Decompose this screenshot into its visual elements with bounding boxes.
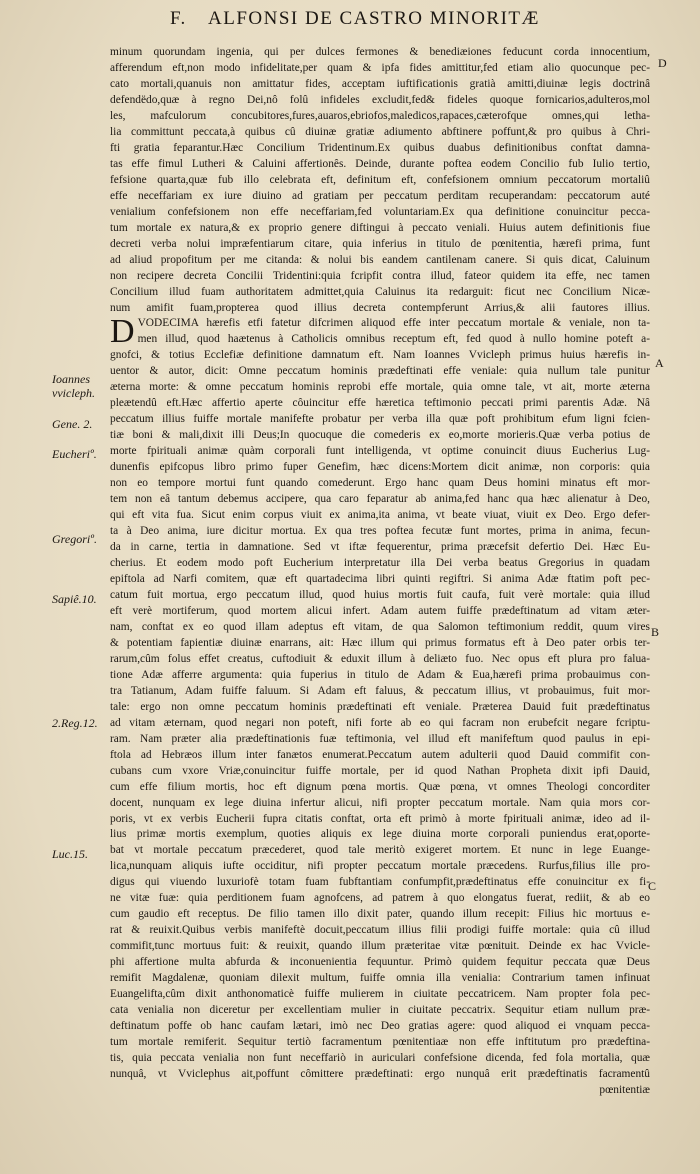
margin-reference: Gregoriº. [52,532,97,546]
page-label: F. [170,8,187,29]
text-line: ta à Deo anima, iure dicitur mortua. Ex qua tres poftea fecutæ funt mortes, prima in anima, fecun- [110,525,650,538]
text-line: cum gaudio eft receptus. De filio tamen illo dixit pater, quando illum recepit: Filius hic mortuus e- [110,908,650,921]
text-line: digus qui viuendo luxuriofè totam fuam fubftantiam confumpfit,prædeftinatus effe conuincitur ex fi- [110,876,650,889]
text-line: dunenfis epifcopus libro primo fuper Genefim, hæc dicens:Mortem dicit animæ, non corporis: quia [110,461,650,474]
margin-reference: Luc.15. [52,847,88,861]
text-line: commifit,tunc mortuus fuit: & reuixit, quando illum præteritae vitæ pœnituit. Deinde ex hac Vvicle- [110,940,650,953]
text-line: ad vitam æternam, quod negari non poteft, nifi forte ab eo qui facram non erubefcit negare fcriptu- [110,716,650,729]
text-line: uentor & autor, dicit: Omne peccatum hominis prædeftinati effe veniale: quia nullum tale punitur [110,365,650,378]
text-line: nam, conftat ex eo quod illam adeptus eft vitam, de qua Salomon teftimonium reddit, quum vires [110,620,650,633]
text-line: tem non eâ tantum debemus accipere, qua caro feparatur ab anima,fed hanc qua hæc alienatur à Deo, [110,493,650,506]
text-line: tum mortale ex natura,& ex proprio genere diftingui à peccato veniali. Huius autem definitionis fiue [110,221,650,234]
text-line: & potentiam fapientiæ diuinæ enarrans, ait: Hæc illum qui primus formatus eft à Deo pater orbis ter- [110,636,650,649]
text-line: rarum,cûm folus effet creatus, cuftodiuit & eduxit illum à deliæto fuo. Nec opus eft plura pro falua- [110,652,650,665]
text-line: ram. Nam præter alia prædeftinationis fuæ teftimonia, vel illud eft manifeftum quod paulus in epi- [110,732,650,745]
text-line: cubans cum vxore Vriæ,conuincitur fuiffe mortale, per id quod Nathan Propheta dixit ipfi Dauid, [110,764,650,777]
drop-cap: D [110,313,135,351]
text-line: bat vt mortale peccatum præcederet, quod tale meritò exigeret mortem. Et nunc in lege Euange- [110,844,650,857]
text-line: poris, vt ex verbis Eucherii fupra citatis conftat, orta eft primò à morte fpirituali animæ, ideo ad il- [110,812,650,825]
text-line: defendëdo,quæ à regno Dei,nô folû infideles excludit,fed& fideles quoque fornicarios,adulteros,mol [110,93,650,106]
text-line: men illud, quod haætenus à Catholicis omnibus receptum eft, fed quod à nullo homine poteft a- [137,333,650,346]
text-line: tra Tatianum, Adam fuiffe faluum. Si Adam eft faluus, & peccatum illius, vt probauimus, fuit mor- [110,684,650,697]
text-line: fefsione quarta,quæ fub illo celebrata eft, definitum eft, confefsionem omnium peccatorum mortaliû [110,173,650,186]
body-text [110,45,650,1099]
text-line: tis, quia peccata venialia non funt neceffariò in auriculari confefsione dicenda, fed fola mortalia, quæ [110,1052,650,1065]
text-line: epiftola ad Narfi comitem, quæ eft quartadecima libri quinti regiftri. Si anima Adæ ftatim poft pec- [110,572,650,585]
margin-reference: vvicleph. [52,386,95,400]
text-line: lius primæ mortis exemplum, quoties aliquis ex lege diuina morte corporali puniendus erat,oporte- [110,828,650,841]
text-line: da in carne, tertia in damnatione. Sed vt iftæ fequerentur, prima præcefsit defertio Dei. Hæc Eu- [110,541,650,554]
section-letter: A [655,356,664,370]
text-line: docent, nunquam ex lege diuina infertur alicui, nifi propter peccatum mortale. Nam quia mors cor- [110,796,650,809]
text-line: tione Adæ afferre argumenta: quia fuperius in titulo de Adam & Eua,hærefi prima probauimus con- [110,668,650,681]
text-line: num amifit fuam,propterea quod illius decreta contempferunt Arrius,& alii fautores illius. [110,301,650,314]
text-line: les, mafculorum concubitores,fures,auaros,ebriofos,maledicos,rapaces,cæterofque omnes,qui letha- [110,109,650,122]
text-line: minum quorundam ingenia, qui per dulces fermones & benediæiones feducunt corda innocentium, [110,46,650,58]
text-line: eft verè mortiferum, quod mortem alicui infert. Adam autem fuiffe prædeftinatum ad vitam æter- [110,604,650,617]
text-line: deftinatum poffe ob hanc caufam lætari, imò nec Deo gratias agere: quod aliquod ei vnquam pecca- [110,1020,650,1033]
text-line: remifit Magdalenæ, quoniam dilexit multum, fuiffe omnia illa venialia: Contrarium tamen infinuat [110,972,650,985]
text-line: venialium confefsionem non effe neceffariam,fed voluntariam.Ex qua definitione conuincitur pecca- [110,205,650,218]
running-title: ALFONSI DE CASTRO MINORITÆ [208,8,540,29]
text-line: lica,nunquam aliquis iufte occiditur, nifi propter peccatum mortale præcedens. Rurfus,filius ille pro- [110,860,650,873]
text-line: non eo tempore mortui funt quando comederunt. Ergo hanc quam Deus homini minatus eft mor- [110,477,650,490]
text-line: ad aliud propofitum per me citanda: & nolui bis eandem cantilenam canere. Si quis dicat, Caluinum [110,253,650,266]
text-line: ne vitæ fuæ: quia perditionem fuam agnofcens, ad patrem à quo elongatus fuerat, rediit, & ab eo [110,892,650,905]
text-line: cherius. Et eodem modo poft Eucherium interpretatur illa Dei verba beatus Gregorius in quadam [110,557,650,569]
text-line: tale: ergo non omne peccatum hominis prædeftinati eft veniale. Præterea Dauid fuit prædeftinatus [110,700,650,713]
text-line: fti gratia feparantur.Hæc Concilium Tridentinum.Ex quibus duabus definitionibus conftat damna- [110,141,650,154]
margin-reference: 2.Reg.12. [52,716,98,730]
text-line: cum effe filium mortis, hoc eft dignum pœna mortis. Quæ pœna, vt omnes Theologi concorditer [110,780,650,793]
margin-reference: Gene. 2. [52,417,93,431]
text-line: æterna morte: & omne peccatum hominis reprobi effe mortale, quia omne tale, vt ait, morte æterna [110,381,650,394]
text-line: tum mortale remiferit. Sequitur tertiò facramentum pœnitentiaæ non effe inftitutum pro prædeftina- [110,1036,650,1049]
text-line: afferendum eft,non modo infidelitate,per quam & ipfa fides amittitur,fed etiam alio quocunque pec- [110,61,650,74]
text-line: cato mortali,quanuis non amittatur fides, acceptam iuftificationis gratià amitti,diuinæ legis doctrinâ [110,77,650,90]
text-line: pleætendû eft.Hæc affertio aperte côuincitur effe hæretica teftimonio peccati primi parentis Adæ. Nâ [110,397,650,410]
text-line: morte fpirituali animæ quàm corporali funt intelligenda, vt optime conuincit diuus Eucherius Lug- [110,445,650,458]
text-line: cata venialia non diceretur per excellentiam mulier in ciuitate peccatrix. Sequitur etiam nullum præ- [110,1004,650,1017]
text-line: gnofci, & totius Ecclefiæ definitione damnatum eft. Nam Ioannes Vvicleph primus huius hærefis in- [110,349,650,362]
text-line: effe neceffariam ex iure diuino ad gratiam per peccatum perditam recuperandam: peccatorum auté [110,189,650,202]
text-line: phi affertione multa abfurda & inconuenientia fequuntur. Primò quidem fequitur peccata quæ Deus [110,956,650,969]
text-line: rat & reuixit.Quibus verbis manifeftè docuit,peccatum illius filii prodigi fuiffe mortale: quia cû illud [110,924,650,937]
section-letter: B [651,625,660,639]
text-line: qui eft vita fua. Sicut enim corpus viuit ex anima,ita anima, vt beate viuat, viuit ex Deo. Ergo defer- [110,509,650,522]
section-letter: C [648,879,657,893]
margin-reference: Ioannes [52,372,90,386]
text-line: tiæ boni & mali,dixit illi Deus;In quocuque die comederis ex eo,morte morieris.Quæ verba potius de [110,429,650,442]
text-line: tas effe fimul Lutheri & Caluini affertionês. Deinde, durante poftea eodem Concilio fub Iulio tertio, [110,157,650,170]
text-line: lia committunt peccata,à quibus cû diuinæ gratiæ adiumento abftinere poffunt,& pro quibus à Chri- [110,125,650,138]
text-line: decreti verba nolui impræfentiarum citare, quia inferius in titulo de pœnitentia, hærefi prima, funt [110,237,650,250]
margin-reference: Eucheriº. [52,447,97,461]
text-line: non recipere decreta Concilii Tridentini:quia fcripfit contra illud, fateor quidem ita effe, nec tamen [110,269,650,282]
margin-reference: Sapiê.10. [52,592,97,606]
section-letter: D [658,56,667,70]
line-text: VODECIMA hærefis etfi fatetur difcrimen aliquod effe inter peccatum mortale & veniale, non ta- [137,317,650,330]
text-line: nunquâ, vt Vviclephus ait,poffunt cômittere prædeftinati: ergo nunquâ erit prædeftinatis facramentû [110,1068,650,1080]
text-line: Euangelifta,cûm dixit anthonomaticè fuiffe mulierem in ciuitate peccatricem. Nam propter fola pec- [110,988,650,1001]
text-line: pœnitentiæ [599,1083,650,1096]
text-line: Concilium illud fuam authoritatem admittet,quia Caluinus ita redarguit: ficut nec Concilium Nicæ- [110,285,650,298]
text-line: catum fuit mortua, ergo peccatum illud, quod huius mortis fuit caufa, fuit verè mortale: quia illud [110,588,650,601]
text-line: ftola ad Hebræos illum inter fanætos enumerat.Peccatum autem adulterii quod Dauid commifit con- [110,748,650,761]
text-line: peccatum illius fuiffe mortale manifefte probatur per verba illa quæ poft prohibitum efum ligni fcien- [110,413,650,426]
